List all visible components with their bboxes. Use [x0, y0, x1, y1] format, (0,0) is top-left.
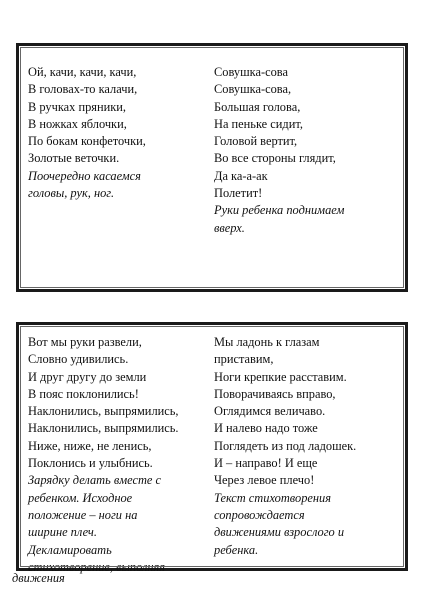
verse-line: Ниже, ниже, не ленись,: [28, 438, 152, 453]
verse-line: Совушка-сова: [214, 65, 288, 79]
verse-line: И – направо! И еще: [214, 456, 318, 471]
rhyme-card-2: [16, 322, 408, 574]
verse-line: На пеньке сидит,: [214, 116, 303, 131]
instruction-line: Декламировать: [28, 542, 112, 557]
instruction-line: вверх.: [214, 220, 245, 235]
verse-line: В пояс поклонились!: [28, 386, 139, 401]
verse-line: В ножках яблочки,: [28, 116, 127, 131]
verse-line: Золотые веточки.: [28, 151, 120, 166]
verse-line: Головой вертит,: [214, 134, 298, 149]
rhyme-ladon-k-glazam: [214, 334, 356, 559]
instruction-line: Руки ребенка поднимаем: [214, 203, 345, 218]
verse-line: Да ка-а-ак: [214, 168, 268, 183]
instruction-line: положение – ноги на: [28, 507, 138, 522]
instruction-line: стихотворение, выполняя: [28, 559, 166, 574]
verse-line: Словно удивились.: [28, 352, 129, 367]
instruction-line: головы, рук, ног.: [28, 186, 115, 201]
verse-line: Большая голова,: [214, 99, 301, 114]
verse-line: Через левое плечо!: [214, 473, 315, 488]
verse-line: В головах-то калачи,: [28, 82, 138, 97]
rhyme-sovushka: [214, 64, 344, 237]
overflow-instruction-line: движения: [12, 571, 65, 585]
instruction-line: Поочередно касаемся: [28, 168, 141, 183]
verse-line: Совушка-сова,: [214, 82, 292, 97]
rhyme-card-1: [16, 43, 408, 292]
instruction-line: ребенка.: [214, 542, 259, 557]
verse-line: Поклонись и улыбнись.: [28, 456, 153, 471]
instruction-line: ребенком. Исходное: [28, 490, 133, 505]
verse-line: И налево надо тоже: [214, 421, 318, 436]
verse-line: Оглядимся величаво.: [214, 404, 326, 419]
verse-line: Наклонились, выпрямились,: [28, 404, 179, 419]
verse-line: Ой, качи, качи, качи,: [28, 65, 137, 79]
verse-line: По бокам конфеточки,: [28, 134, 146, 149]
verse-line: Ноги крепкие расставим.: [214, 369, 347, 384]
rhyme-ruki-razveli: [28, 334, 179, 576]
instruction-line: ширине плеч.: [28, 525, 97, 540]
instruction-line: сопровождается: [214, 507, 305, 522]
verse-line: И друг другу до земли: [28, 369, 147, 384]
instruction-line: Зарядку делать вместе с: [28, 473, 161, 488]
verse-line: Поглядеть из под ладошек.: [214, 438, 357, 453]
rhyme-kachi: [28, 64, 146, 202]
verse-line: В ручках пряники,: [28, 99, 126, 114]
verse-line: Вот мы руки развели,: [28, 335, 142, 349]
verse-line: Мы ладонь к глазам: [214, 335, 320, 349]
verse-line: Наклонились, выпрямились.: [28, 421, 179, 436]
verse-line: Полетит!: [214, 186, 263, 201]
verse-line: Поворачиваясь вправо,: [214, 386, 336, 401]
instruction-line: движениями взрослого и: [214, 525, 345, 540]
verse-line: Во все стороны глядит,: [214, 151, 336, 166]
verse-line: приставим,: [214, 352, 274, 367]
instruction-line: Текст стихотворения: [214, 490, 331, 505]
